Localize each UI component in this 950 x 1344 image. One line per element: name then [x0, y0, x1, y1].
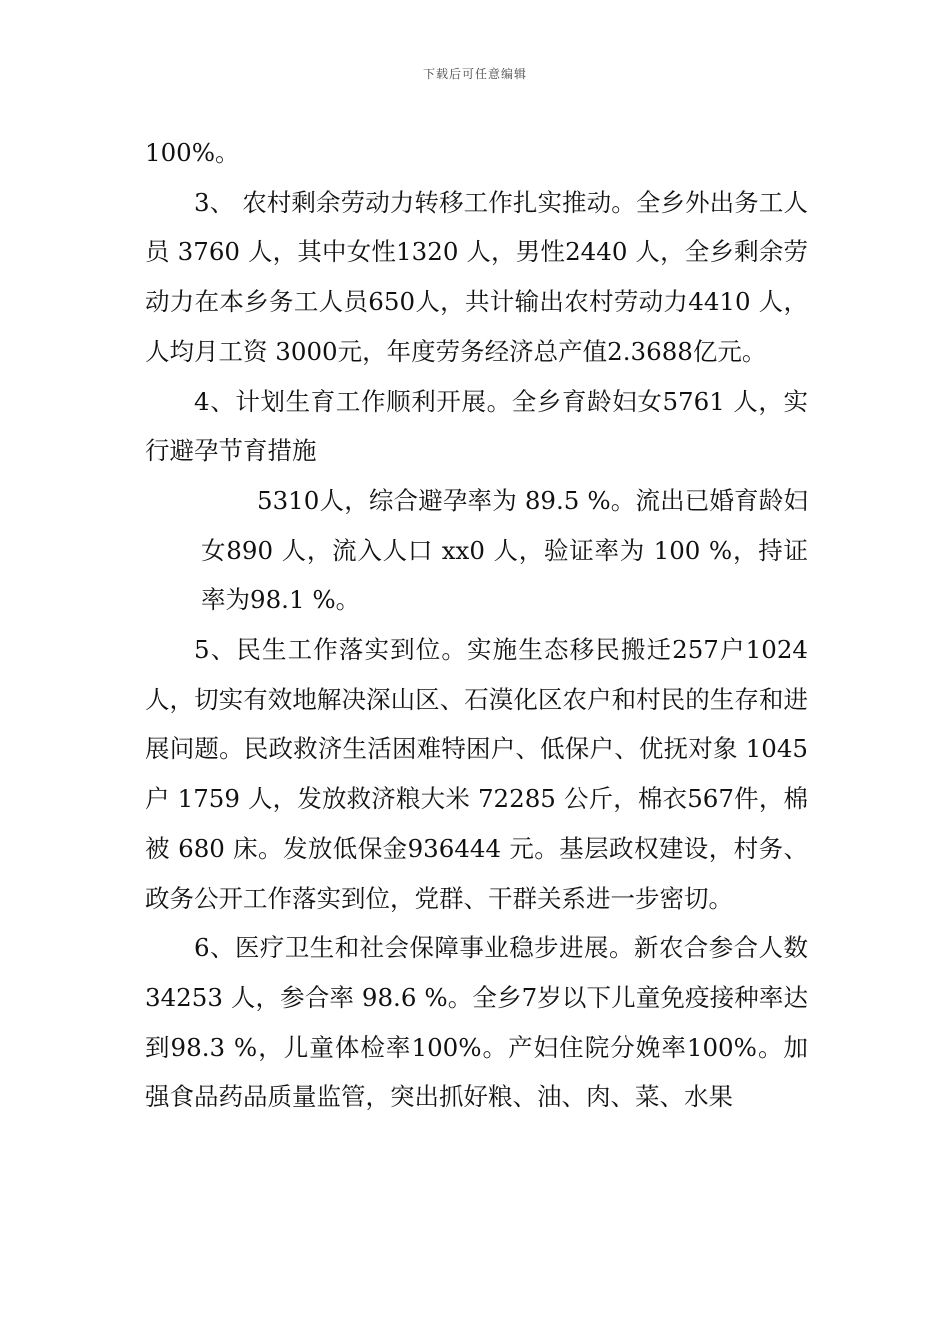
page-header: 下载后可任意编辑: [422, 67, 527, 81]
document-body: [145, 128, 808, 1122]
paragraph-family-planning: 4、计划生育工作顺利开展。全乡育龄妇女5761 人，实行避孕节育措施: [145, 386, 808, 466]
paragraph-healthcare: 6、医疗卫生和社会保障事业稳步进展。新农合参合人数34253 人，参合率 98.6 %。全乡7岁以下儿童免疫接种率达到98.3 %，儿童体检率100%。产妇住院分娩率100%。加强食品药品质量监管，突出抓好粮、油、肉、菜、水果: [145, 933, 808, 1112]
paragraph-continuation: 100%。: [145, 138, 240, 167]
paragraph-labor-transfer: 3、 农村剩余劳动力转移工作扎实推动。全乡外出务工人员 3760 人，其中女性1320 人，男性2440 人，全乡剩余劳动力在本乡务工人员650人，共计输出农村劳动力4410 人，人均月工资 3000元，年度劳务经济总产值2.3688亿元。: [145, 187, 808, 366]
paragraph-livelihood: 5、民生工作落实到位。实施生态移民搬迁257户1024人，切实有效地解决深山区、石漠化区农户和村民的生存和进展问题。民政救济生活困难特困户、低保户、优抚对象 1045户 1759 人，发放救济粮大米 72285 公斤，棉衣567件，棉被 680 床。发放低保金936444 元。基层政权建设，村务、政务公开工作落实到位，党群、干群关系进一步密切。: [145, 635, 808, 913]
paragraph-contraception-stats: 5310人，综合避孕率为 89.5 %。流出已婚育龄妇女890 人，流入人口 xx0 人，验证率为 100 %，持证率为98.1 %。: [201, 485, 808, 615]
